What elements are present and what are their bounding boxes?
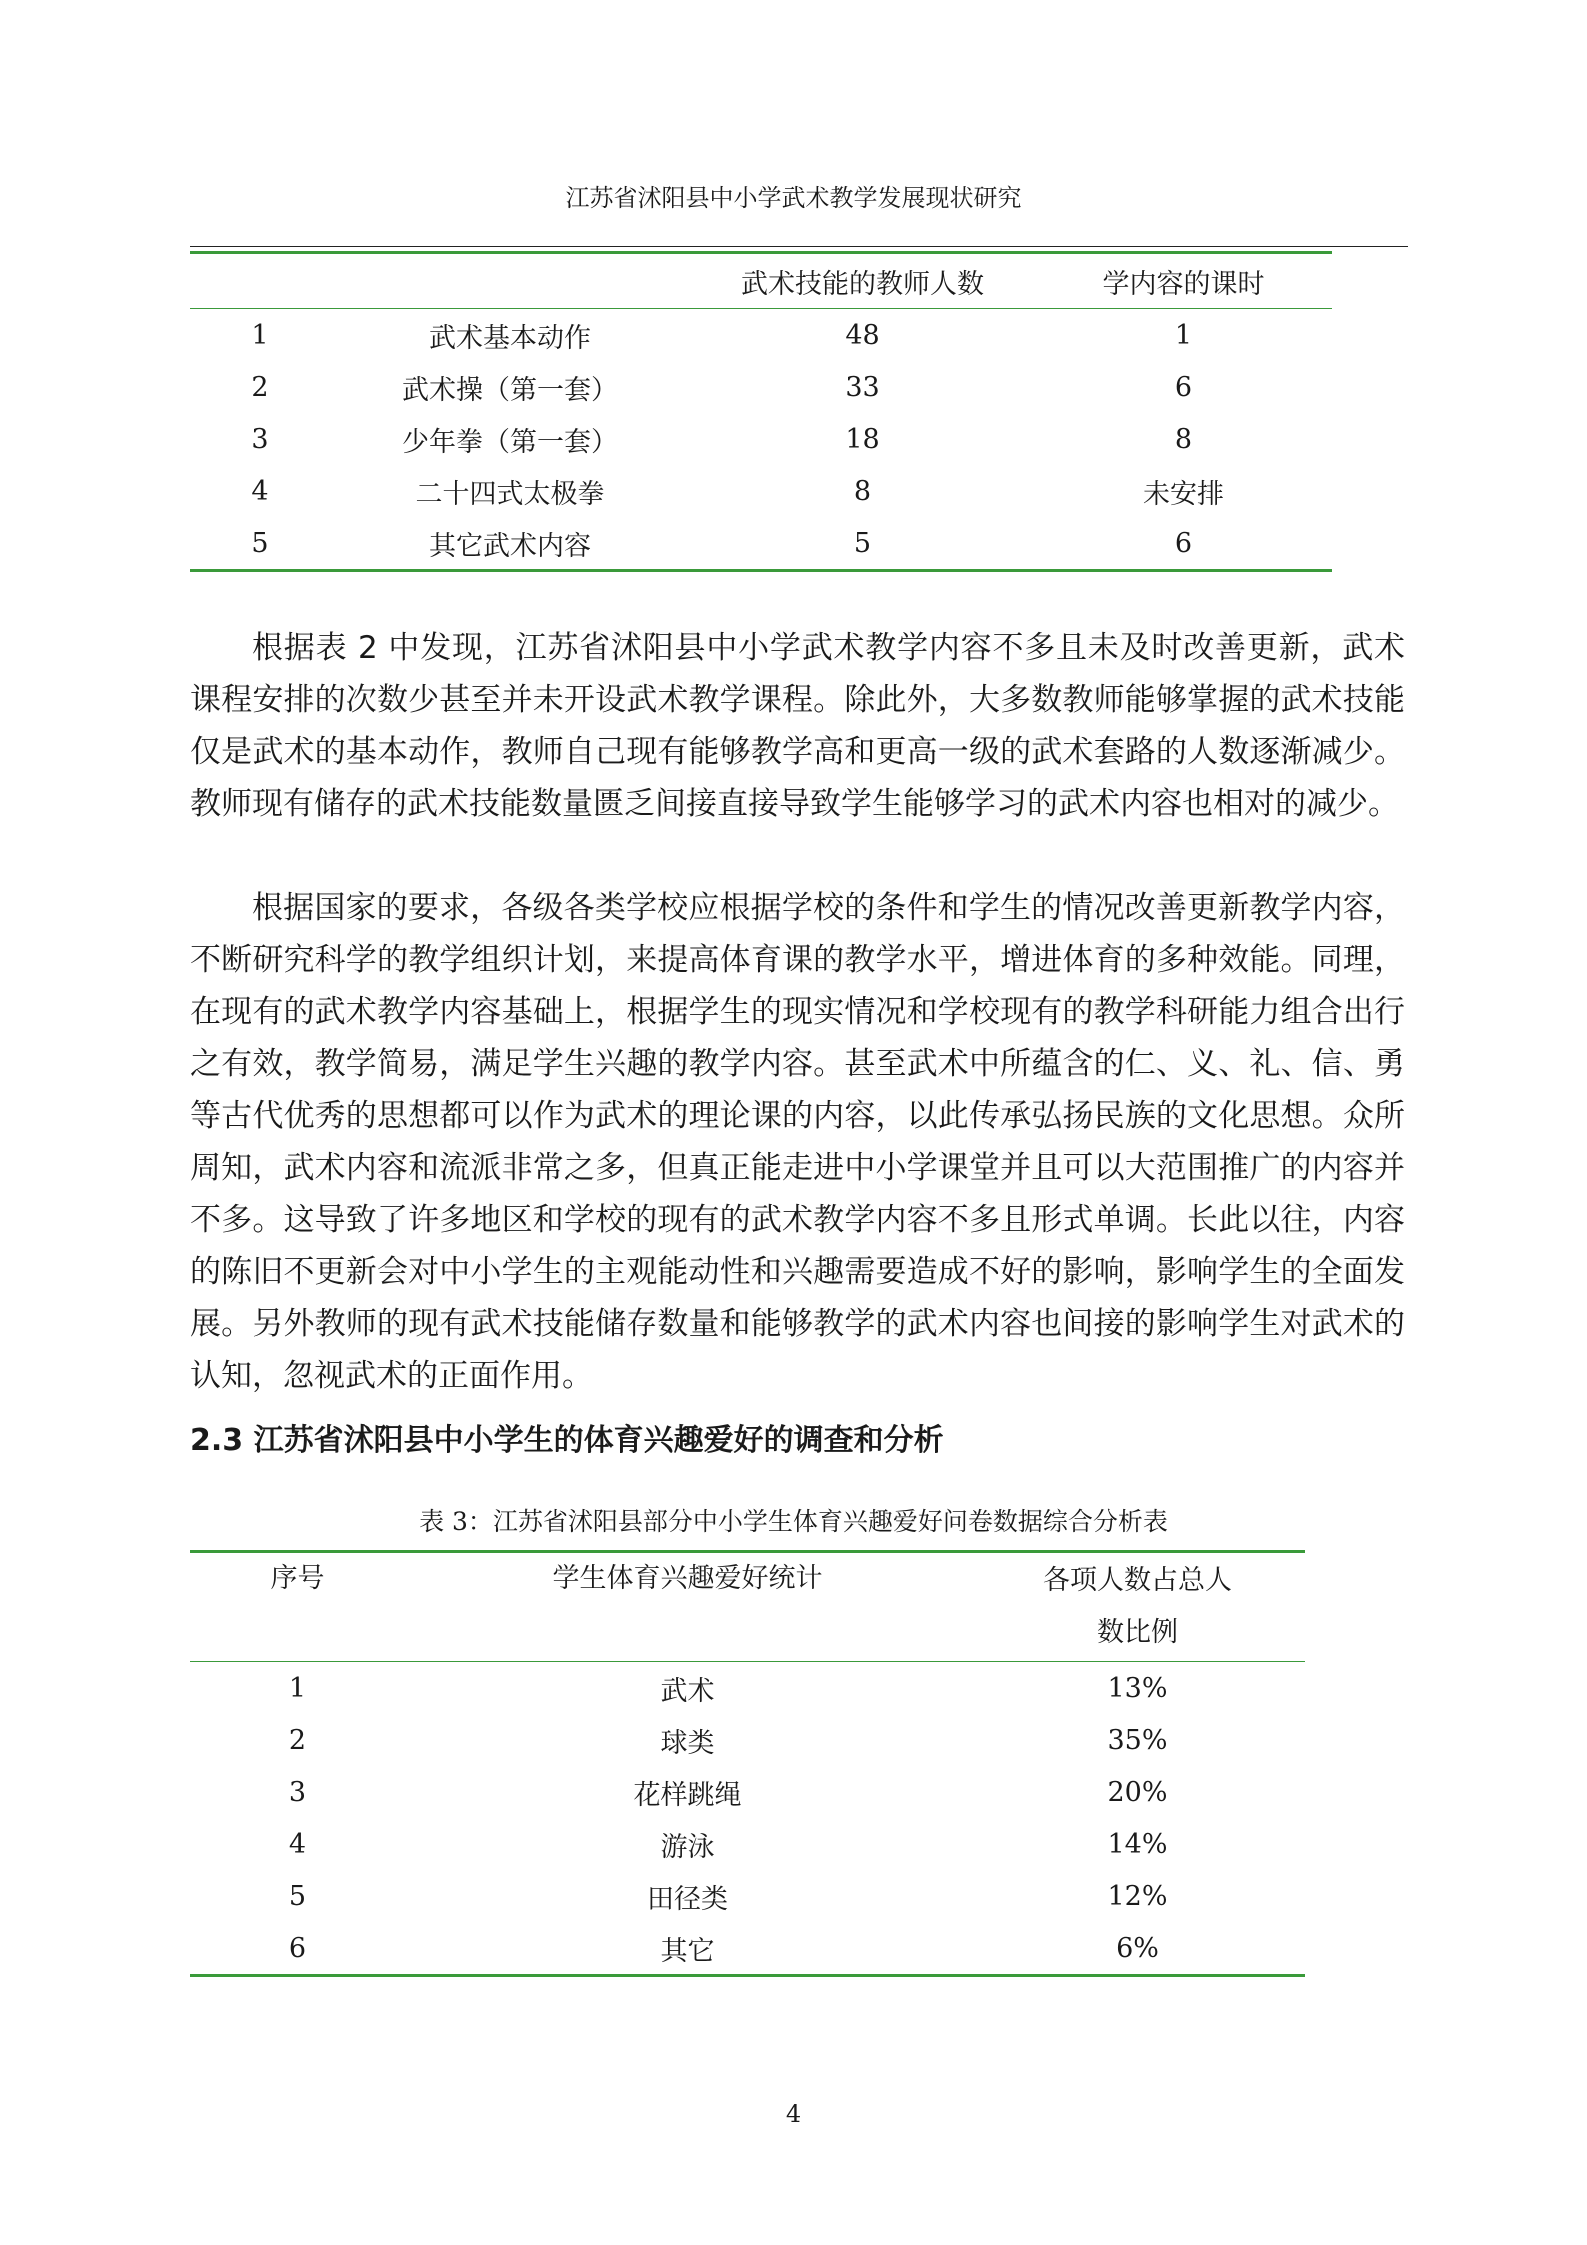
table-cell: 2 <box>251 371 269 403</box>
table-row <box>190 517 1332 571</box>
table-row <box>190 309 1332 362</box>
table-header-row <box>190 1552 1305 1662</box>
table-cell: 6 <box>1174 527 1193 559</box>
table-row <box>190 413 1332 465</box>
table-cell: 其它武术内容 <box>429 530 591 562</box>
table-row <box>190 1662 1305 1715</box>
table-cell: 球类 <box>660 1727 715 1759</box>
table-row <box>190 1922 1305 1976</box>
table-2 <box>190 251 1332 572</box>
table-header-cell: 学生体育兴趣爱好统计 <box>405 1552 970 1662</box>
table-header-cell: 序号 <box>190 1552 405 1662</box>
table-header-cell <box>190 253 330 309</box>
table-row <box>190 465 1332 517</box>
table-3-caption: 表 3：江苏省沭阳县部分中小学生体育兴趣爱好问卷数据综合分析表 <box>419 1507 1168 1536</box>
header-line-2: 数比例 <box>1097 1617 1178 1648</box>
page-number: 4 <box>785 2100 802 2128</box>
table-cell: 4 <box>288 1828 307 1860</box>
table-cell: 18 <box>845 423 880 455</box>
table-cell: 武术 <box>660 1675 715 1707</box>
table-cell: 二十四式太极拳 <box>415 478 605 510</box>
table-cell: 6% <box>1116 1932 1159 1964</box>
table-cell: 未安排 <box>1143 478 1224 510</box>
table-cell: 5 <box>288 1880 307 1912</box>
table-cell: 6 <box>1174 371 1193 403</box>
table-row <box>190 1818 1305 1870</box>
table-header-cell: 武术技能的教师人数 <box>690 253 1035 309</box>
table-cell: 35% <box>1107 1724 1168 1756</box>
table-cell: 33 <box>845 371 880 403</box>
table-cell: 其它 <box>660 1935 715 1967</box>
table-header-row <box>190 253 1332 309</box>
table-header-cell: 学内容的课时 <box>1035 253 1332 309</box>
table-cell: 少年拳（第一套） <box>402 426 618 458</box>
table-cell: 2 <box>288 1724 307 1756</box>
table-cell: 4 <box>251 475 269 507</box>
table-row <box>190 1766 1305 1818</box>
paragraph-2: 根据国家的要求，各级各类学校应根据学校的条件和学生的情况改善更新教学内容，不断研究科学的教学组织计划，来提高体育课的教学水平，增进体育的多种效能。同理，在现有的武术教学内容基础上，根据学生的现实情况和学校现有的教学科研能力组合出行之有效，教学简易，满足学生兴趣的教学内容。甚至武术中所蕴含的仁、义、礼、信、勇等古代优秀的思想都可以作为武术的理论课的内容，以此传承弘扬民族的文化思想。众所周知，武术内容和流派非常之多，但真正能走进中小学课堂并且可以大范围推广的内容并不多。这导致了许多地区和学校的现有的武术教学内容不多且形式单调。长此以往，内容的陈旧不更新会对中小学生的主观能动性和兴趣需要造成不好的影响，影响学生的全面发展。另外教师的现有武术技能储存数量和能够教学的武术内容也间接的影响学生对武术的认知，忽视武术的正面作用。 <box>190 890 1405 1394</box>
table-3 <box>190 1550 1305 1977</box>
table-row <box>190 1870 1305 1922</box>
table-row <box>190 1714 1305 1766</box>
table-cell: 1 <box>251 319 269 351</box>
table-cell: 20% <box>1107 1776 1168 1808</box>
header-line-1: 各项人数占总人 <box>1043 1565 1232 1596</box>
table-header-cell <box>330 253 690 309</box>
table-cell: 游泳 <box>660 1831 715 1863</box>
table-cell: 8 <box>1174 423 1193 455</box>
running-header: 江苏省沭阳县中小学武术教学发展现状研究 <box>565 184 1022 212</box>
table-cell: 5 <box>251 527 269 559</box>
table-cell: 3 <box>288 1776 307 1808</box>
table-cell: 5 <box>853 527 872 559</box>
table-cell: 武术操（第一套） <box>402 374 618 406</box>
table-cell: 1 <box>288 1672 307 1704</box>
table-header-cell-multiline <box>970 1552 1305 1662</box>
section-heading: 2.3 江苏省沭阳县中小学生的体育兴趣爱好的调查和分析 <box>190 1423 944 1458</box>
table-cell: 12% <box>1107 1880 1168 1912</box>
table-cell: 1 <box>1174 319 1193 351</box>
table-cell: 武术基本动作 <box>429 322 591 354</box>
header-rule <box>190 246 1408 247</box>
paragraph-1: 根据表 2 中发现，江苏省沭阳县中小学武术教学内容不多且未及时改善更新，武术课程安排的次数少甚至并未开设武术教学课程。除此外，大多数教师能够掌握的武术技能仅是武术的基本动作，教师自己现有能够教学高和更高一级的武术套路的人数逐渐减少。教师现有储存的武术技能数量匮乏间接直接导致学生能够学习的武术内容也相对的减少。 <box>190 630 1405 822</box>
table-cell: 6 <box>288 1932 307 1964</box>
table-cell: 田径类 <box>647 1883 728 1915</box>
table-cell: 3 <box>251 423 269 455</box>
table-cell: 14% <box>1107 1828 1168 1860</box>
table-cell: 花样跳绳 <box>633 1779 742 1811</box>
table-cell: 8 <box>853 475 872 507</box>
table-cell: 13% <box>1107 1672 1168 1704</box>
table-cell: 48 <box>845 319 880 351</box>
table-row <box>190 361 1332 413</box>
